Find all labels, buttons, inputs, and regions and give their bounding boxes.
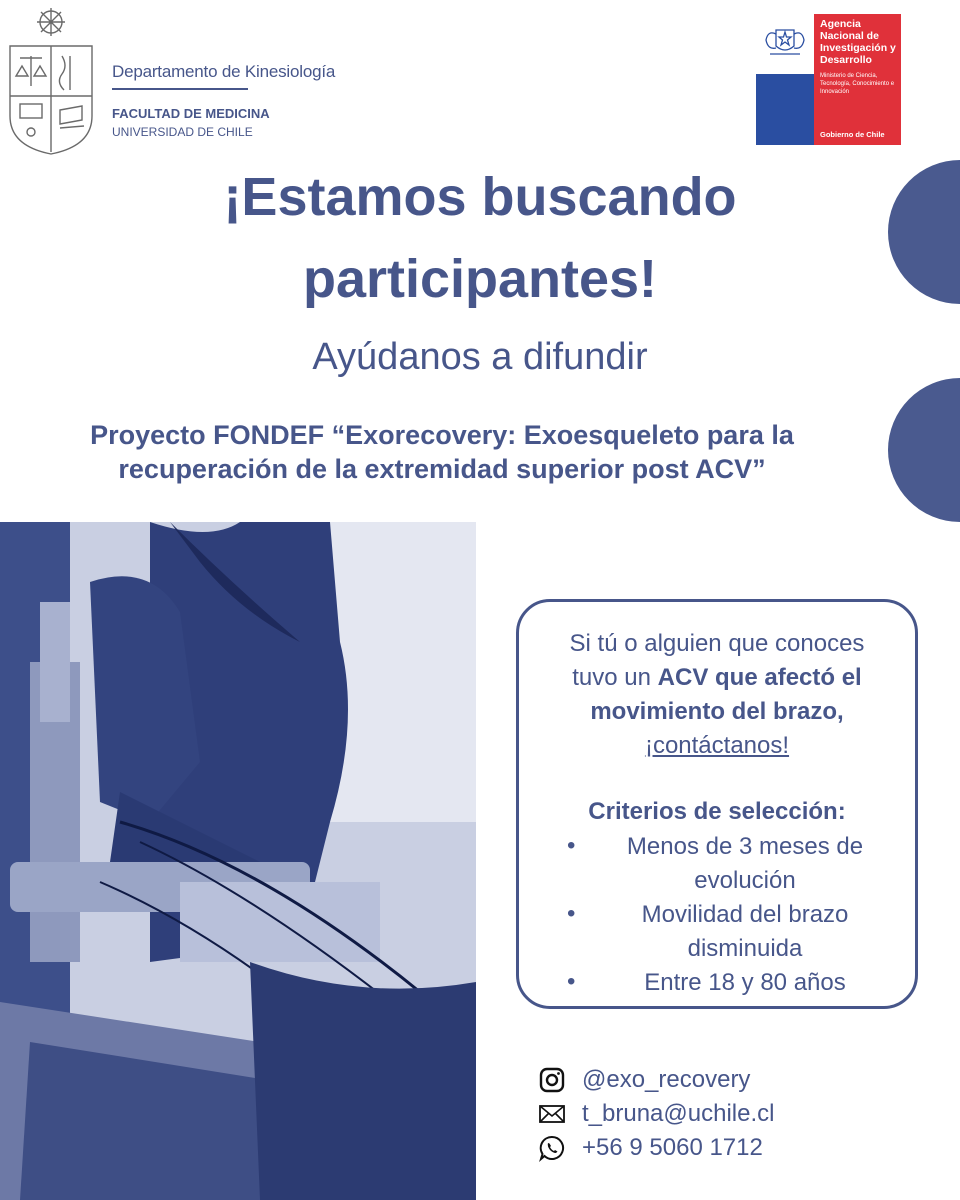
instagram-handle: @exo_recovery [582, 1066, 751, 1093]
phone-number: +56 9 5060 1712 [582, 1134, 763, 1161]
university-name: UNIVERSIDAD DE CHILE [112, 125, 253, 139]
project-title-line-1: Proyecto FONDEF “Exorecovery: Exoesqueleto para la [90, 420, 794, 450]
subheadline: Ayúdanos a difundir [312, 336, 648, 378]
info-text-line-2-bold: ACV que afectó el [657, 664, 862, 691]
criteria-item: Movilidad del brazo disminuida [641, 901, 849, 962]
info-card [516, 599, 918, 1009]
contact-us-link[interactable]: ¡contáctanos! [644, 732, 790, 759]
info-text-line-1: Si tú o alguien que conoces [569, 630, 865, 657]
project-title-line-2: recuperación de la extremidad superior post ACV” [118, 454, 766, 484]
department-name: Departamento de Kinesiología [112, 62, 336, 81]
instagram-icon [538, 1066, 566, 1094]
email-address: t_bruna@uchile.cl [582, 1100, 775, 1127]
criteria-title: Criterios de selección: [588, 798, 846, 825]
bullet-icon: • [567, 968, 576, 995]
bullet-icon: • [567, 832, 576, 859]
agency-ministry: Ministerio de Ciencia, Tecnología, Conocimiento e Innovación [820, 73, 895, 95]
info-text-line-2 [519, 664, 915, 692]
agency-government: Gobierno de Chile [820, 130, 885, 139]
project-title [0, 418, 884, 486]
headline-line-1: ¡Estamos buscando [223, 167, 737, 227]
faculty-name: FACULTAD DE MEDICINA [112, 106, 270, 121]
anid-agency-logo [756, 14, 901, 145]
criteria-item: Entre 18 y 80 años [644, 969, 846, 996]
agency-logo-blue-panel [756, 14, 814, 145]
whatsapp-icon [538, 1134, 566, 1162]
university-crest-logo [6, 6, 96, 156]
info-text-line-2-normal: tuvo un [572, 664, 658, 691]
criteria-item: Menos de 3 meses de evolución [626, 833, 864, 894]
chile-coat-of-arms-icon [762, 20, 808, 60]
info-text-line-3: movimiento del brazo, [590, 698, 844, 725]
agency-title: Agencia Nacional de Investigación y Desarrollo [820, 18, 896, 66]
email-icon [538, 1100, 566, 1128]
headline-line-2: participantes! [302, 249, 658, 309]
bullet-icon: • [567, 900, 576, 927]
exoskeleton-photo [0, 522, 476, 1200]
department-divider [112, 88, 248, 90]
decorative-circle [888, 378, 960, 522]
